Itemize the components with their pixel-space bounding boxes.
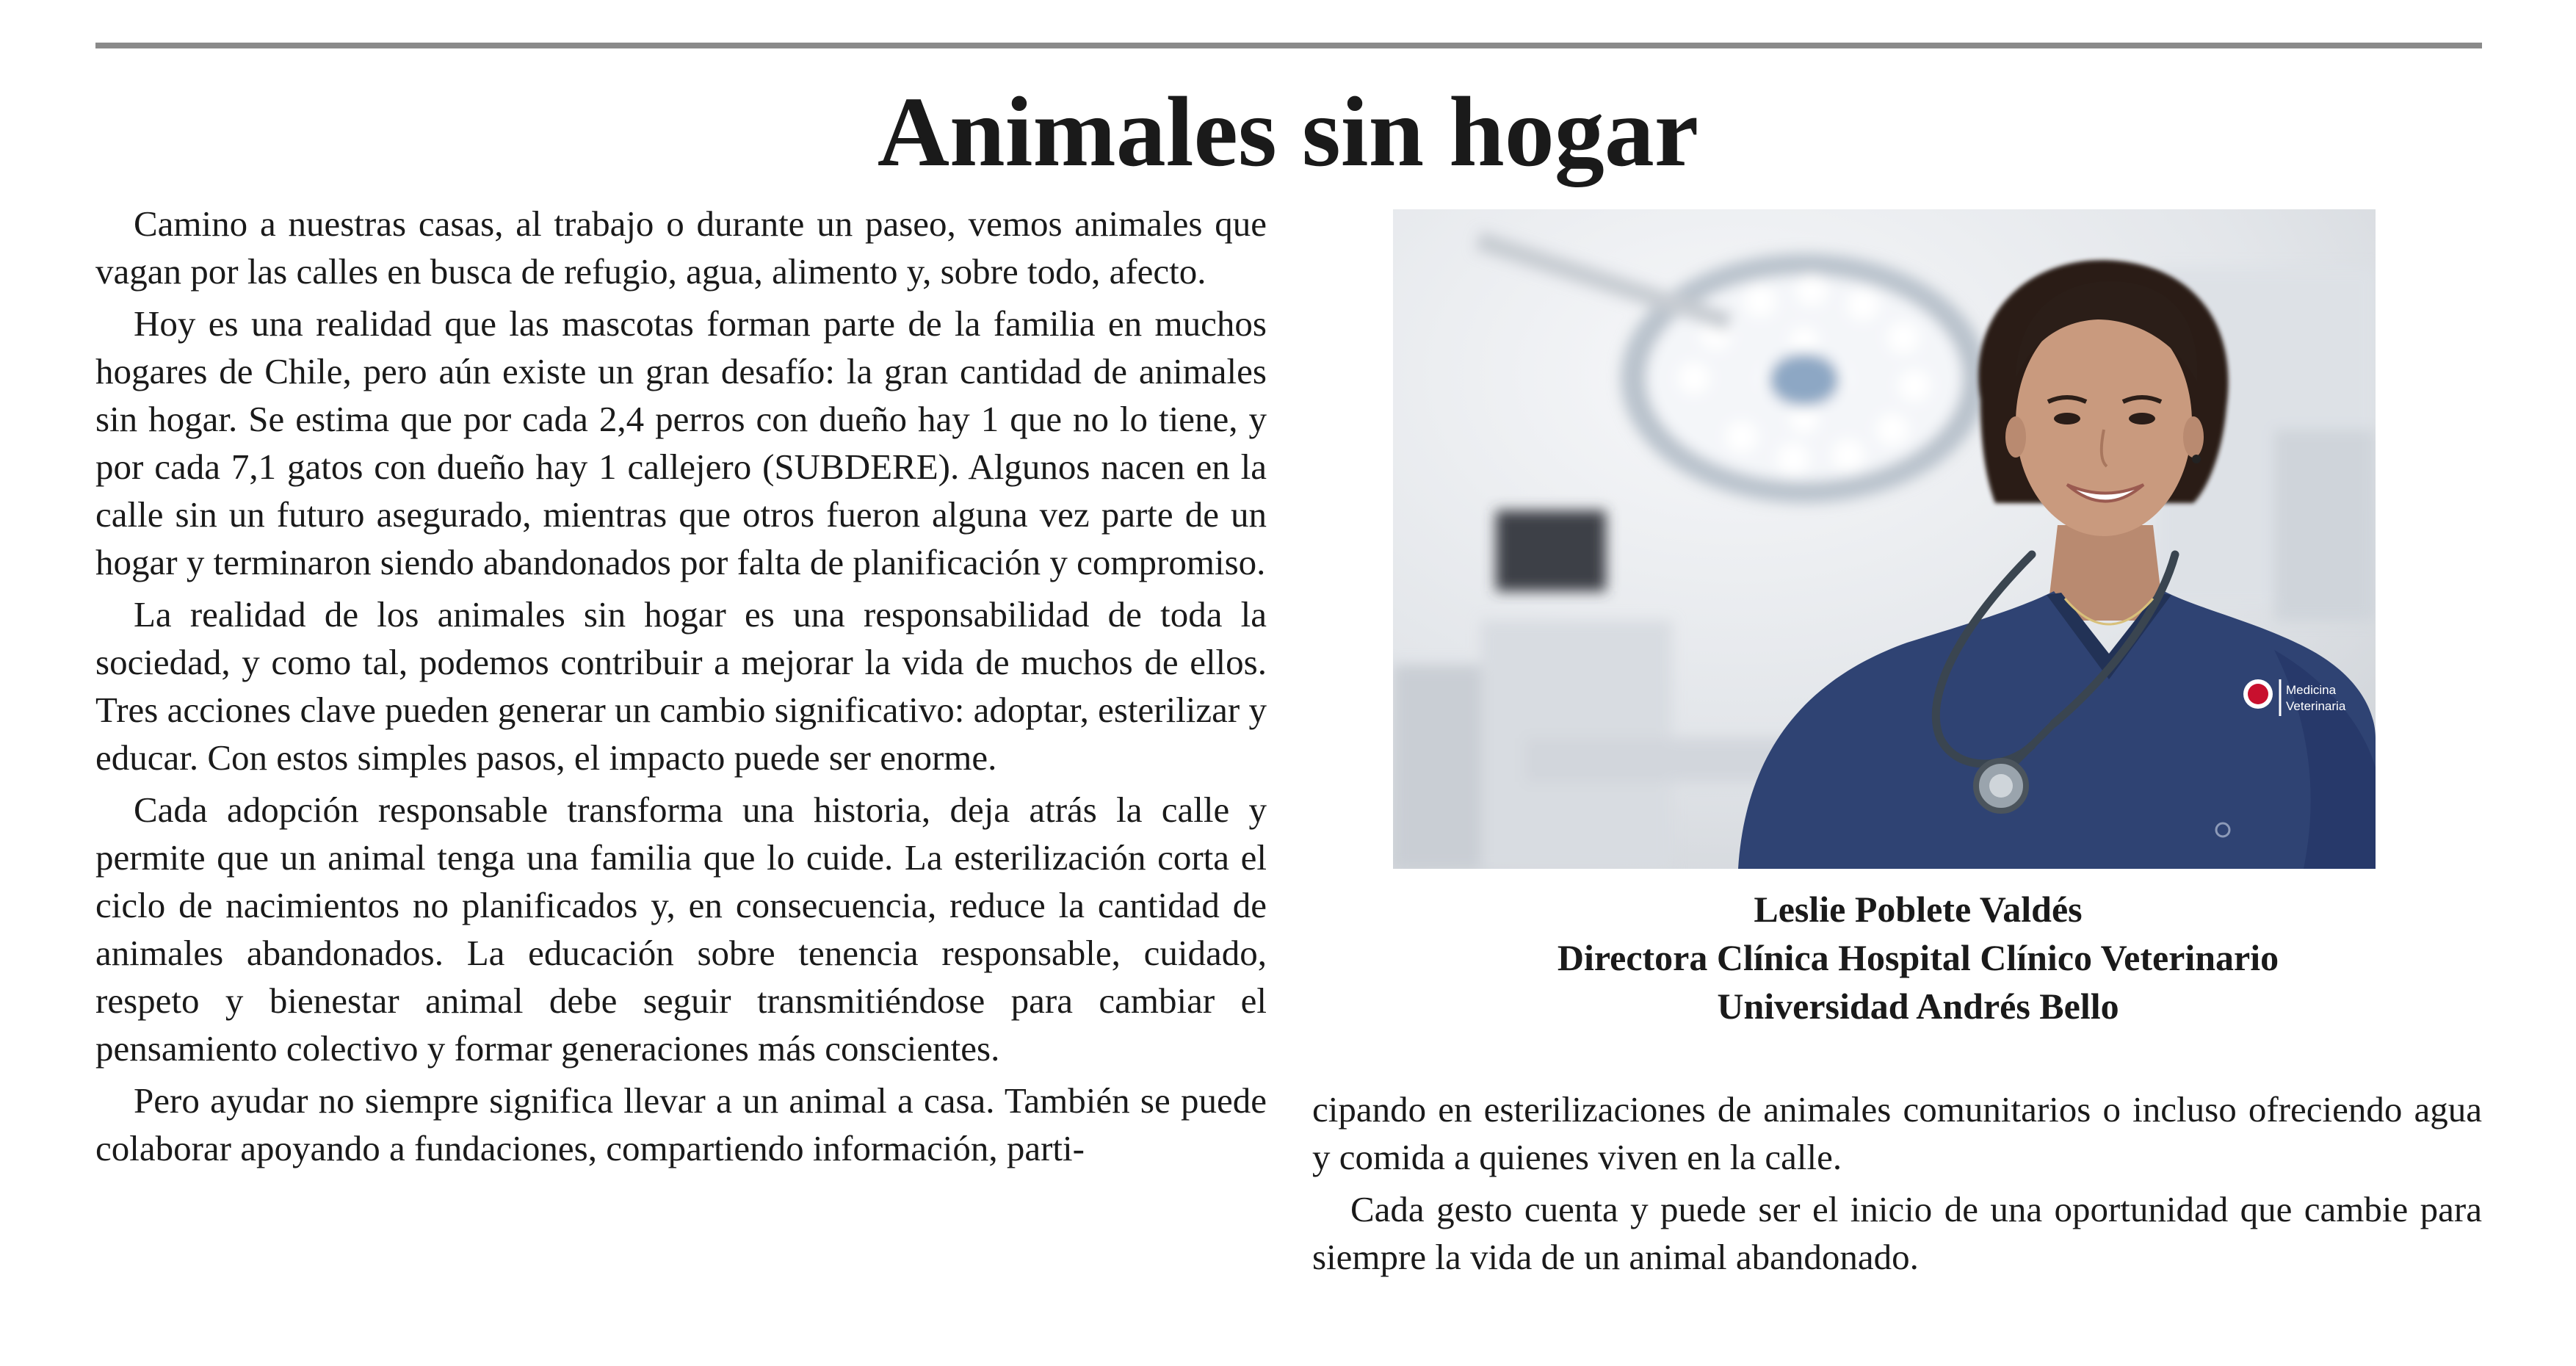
photo-caption xyxy=(1312,885,2524,1030)
scrub-logo-line2: Veterinaria xyxy=(2286,699,2346,713)
paragraph-5: Pero ayudar no siempre significa llevar a un animal a casa. También se puede colaborar apoyando a fundaciones, compartiendo información, parti- xyxy=(95,1080,1267,1168)
paragraph-1: Camino a nuestras casas, al trabajo o durante un paseo, vemos animales que vagan por las calles en busca de refugio, agua, alimento y, sobre todo, afecto. xyxy=(95,203,1267,292)
paragraph-3: La realidad de los animales sin hogar es una responsabilidad de toda la sociedad, y como tal, podemos contribuir a mejorar la vida de muchos de ellos. Tres acciones clave pueden generar un cambio significativo: adoptar, esterilizar y educar. Con estos simples pasos, el impacto puede ser enorme. xyxy=(95,594,1267,778)
left-column xyxy=(95,200,1267,1177)
right-column xyxy=(1312,1085,2482,1285)
paragraph-2: Hoy es una realidad que las mascotas forman parte de la familia en muchos hogares de Chile, pero aún existe un gran desafío: la gran cantidad de animales sin hogar. Se estima que por cada 2,4 perros con dueño hay 1 que no lo tiene, y por cada 7,1 gatos con dueño hay 1 callejero (SUBDERE). Algunos nacen en la calle sin un futuro asegurado, mientras que otros fueron alguna vez parte de un hogar y terminaron siendo abandonados por falta de planificación y compromiso. xyxy=(95,303,1267,582)
caption-name: Leslie Poblete Valdés xyxy=(1754,889,2083,930)
paragraph-7: Cada gesto cuenta y puede ser el inicio de una oportunidad que cambie para siempre la vida de un animal abandonado. xyxy=(1312,1189,2482,1277)
portrait-photo xyxy=(1393,209,2376,869)
caption-role: Directora Clínica Hospital Clínico Veterinario xyxy=(1557,937,2279,978)
caption-institution: Universidad Andrés Bello xyxy=(1717,986,2119,1027)
top-rule xyxy=(95,43,2482,48)
paragraph-6: cipando en esterilizaciones de animales comunitarios o incluso ofreciendo agua y comida a quienes viven en la calle. xyxy=(1312,1089,2482,1177)
portrait-illustration xyxy=(1393,209,2376,869)
scrub-logo-line1: Medicina xyxy=(2286,683,2337,697)
article-title: Animales sin hogar xyxy=(877,77,1699,187)
paragraph-4: Cada adopción responsable transforma una historia, deja atrás la calle y permite que un animal tenga una familia que lo cuide. La esterilización corta el ciclo de nacimientos no planificados y, en consecuencia, reduce la cantidad de animales abandonados. La educación sobre tenencia responsable, cuidado, respeto y bienestar animal debe seguir transmitiéndose para cambiar el pensamiento colectivo y formar generaciones más conscientes. xyxy=(95,789,1267,1069)
